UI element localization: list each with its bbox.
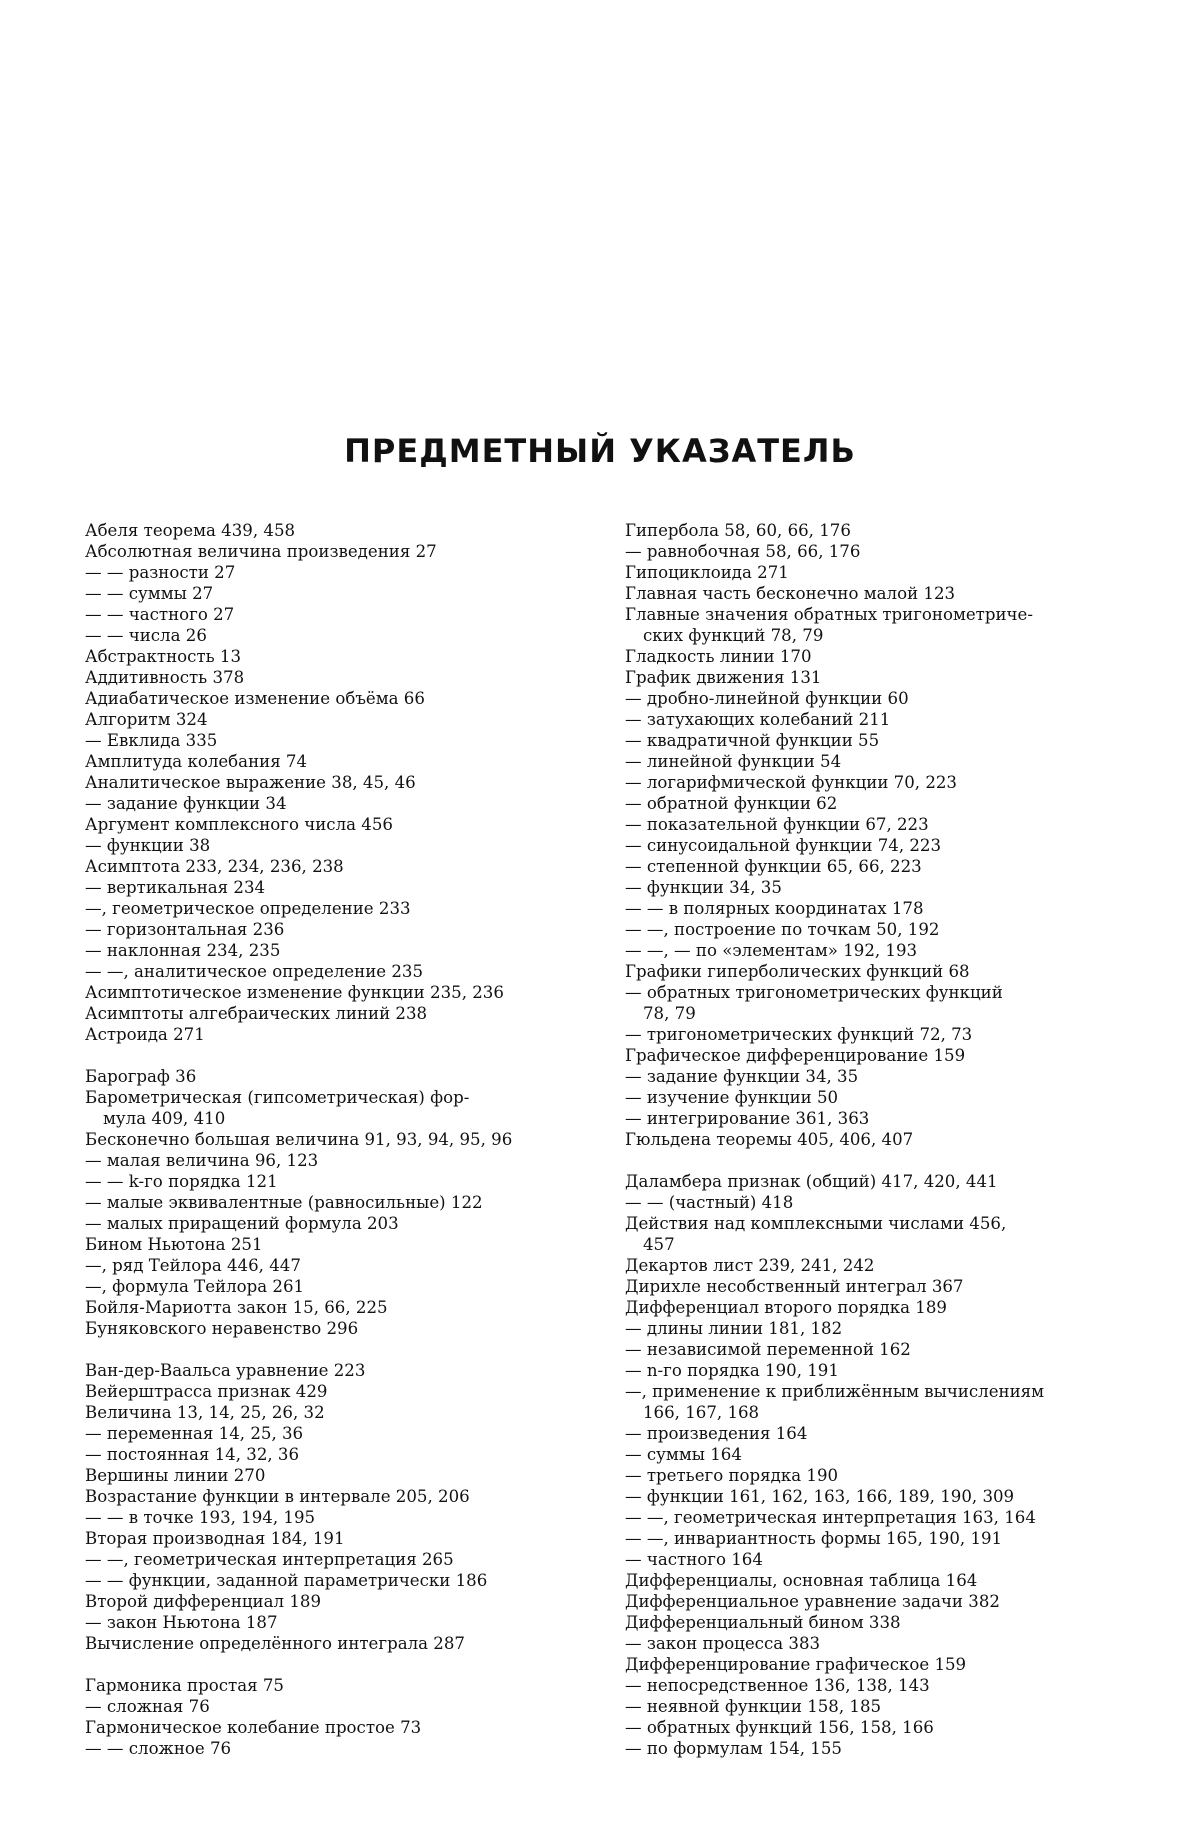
index-entry: — показательной функции 67, 223 <box>625 815 929 834</box>
index-entry: Амплитуда колебания 74 <box>85 752 308 771</box>
index-entry: — Евклида 335 <box>85 731 218 750</box>
index-entry: — квадратичной функции 55 <box>625 731 880 750</box>
index-entry: — затухающих колебаний 211 <box>625 710 891 729</box>
index-entry: — малые эквивалентные (равносильные) 122 <box>85 1193 483 1212</box>
index-entry: Гармоника простая 75 <box>85 1676 284 1695</box>
index-entry: — малых приращений формула 203 <box>85 1214 399 1233</box>
index-entry: Декартов лист 239, 241, 242 <box>625 1256 875 1275</box>
section-gap <box>85 1654 600 1675</box>
index-entry: — синусоидальной функции 74, 223 <box>625 836 942 855</box>
index-entry: Астроида 271 <box>85 1025 205 1044</box>
index-entry: — — числа 26 <box>85 626 207 645</box>
index-entry: — —, геометрическая интерпретация 265 <box>85 1550 454 1569</box>
index-entry: Абстрактность 13 <box>85 647 242 666</box>
index-entry: Величина 13, 14, 25, 26, 32 <box>85 1403 325 1422</box>
index-entry: — линейной функции 54 <box>625 752 842 771</box>
index-entry: Бойля-Мариотта закон 15, 66, 225 <box>85 1298 388 1317</box>
index-entry: — функции 38 <box>85 836 211 855</box>
index-entry: — —, — по «элементам» 192, 193 <box>625 941 918 960</box>
index-entry: Дифференциалы, основная таблица 164 <box>625 1571 978 1590</box>
index-entry: Абсолютная величина произведения 27 <box>85 542 437 561</box>
index-entry: Абеля теорема 439, 458 <box>85 521 296 540</box>
index-entry: Адиабатическое изменение объёма 66 <box>85 689 425 708</box>
index-entry: Дирихле несобственный интеграл 367 <box>625 1277 964 1296</box>
index-entry: — функции 34, 35 <box>625 878 782 897</box>
index-entry: — дробно-линейной функции 60 <box>625 689 909 708</box>
index-entry: — интегрирование 361, 363 <box>625 1109 870 1128</box>
index-entry-continuation: ских функций 78, 79 <box>643 626 824 645</box>
index-entry: Возрастание функции в интервале 205, 206 <box>85 1487 470 1506</box>
index-entry: Вторая производная 184, 191 <box>85 1529 345 1548</box>
index-entry: — наклонная 234, 235 <box>85 941 281 960</box>
section-gap <box>85 1339 600 1360</box>
index-entry: — обратной функции 62 <box>625 794 838 813</box>
index-entry: Асимптота 233, 234, 236, 238 <box>85 857 344 876</box>
index-entry: Действия над комплексными числами 456, <box>625 1214 1007 1233</box>
index-entry: — обратных функций 156, 158, 166 <box>625 1718 934 1737</box>
index-entry: — изучение функции 50 <box>625 1088 839 1107</box>
index-entry: — логарифмической функции 70, 223 <box>625 773 957 792</box>
index-entry: Дифференциальное уравнение задачи 382 <box>625 1592 1000 1611</box>
index-entry: — — в полярных координатах 178 <box>625 899 924 918</box>
index-entry: — закон Ньютона 187 <box>85 1613 278 1632</box>
index-entry: — малая величина 96, 123 <box>85 1151 319 1170</box>
index-entry: Главные значения обратных тригонометриче- <box>625 605 1033 624</box>
index-entry: — непосредственное 136, 138, 143 <box>625 1676 930 1695</box>
index-entry: Второй дифференциал 189 <box>85 1592 321 1611</box>
index-entry: — обратных тригонометрических функций <box>625 983 1003 1002</box>
index-entry: — третьего порядка 190 <box>625 1466 839 1485</box>
index-entry: — —, аналитическое определение 235 <box>85 962 424 981</box>
index-entry: —, ряд Тейлора 446, 447 <box>85 1256 301 1275</box>
index-entry: Барограф 36 <box>85 1067 197 1086</box>
index-entry: Гюльдена теоремы 405, 406, 407 <box>625 1130 914 1149</box>
index-entry: — переменная 14, 25, 36 <box>85 1424 304 1443</box>
index-entry: — n-го порядка 190, 191 <box>625 1361 839 1380</box>
index-entry: — — частного 27 <box>85 605 235 624</box>
index-entry: Бесконечно большая величина 91, 93, 94, 95, 96 <box>85 1130 513 1149</box>
index-entry: —, геометрическое определение 233 <box>85 899 411 918</box>
index-entry: График движения 131 <box>625 668 822 687</box>
index-entry: — — k-го порядка 121 <box>85 1172 278 1191</box>
index-entry: Дифференциальный бином 338 <box>625 1613 901 1632</box>
index-entry: — суммы 164 <box>625 1445 742 1464</box>
index-entry: Вейерштрасса признак 429 <box>85 1382 328 1401</box>
index-entry-continuation: мула 409, 410 <box>103 1109 226 1128</box>
index-entry: — — сложное 76 <box>85 1739 232 1758</box>
index-entry: — задание функции 34 <box>85 794 287 813</box>
index-entry: Гипоциклоида 271 <box>625 563 789 582</box>
index-entry: — — разности 27 <box>85 563 236 582</box>
index-entry: —, применение к приближённым вычислениям <box>625 1382 1045 1401</box>
index-entry: Графическое дифференцирование 159 <box>625 1046 966 1065</box>
index-column-left <box>85 520 600 1759</box>
index-entry: Графики гиперболических функций 68 <box>625 962 970 981</box>
index-entry: Дифференцирование графическое 159 <box>625 1655 967 1674</box>
index-entry: — — функции, заданной параметрически 186 <box>85 1571 488 1590</box>
index-entry: — горизонтальная 236 <box>85 920 285 939</box>
index-entry: Асимптоты алгебраических линий 238 <box>85 1004 428 1023</box>
index-entry: Буняковского неравенство 296 <box>85 1319 359 1338</box>
index-entry: — независимой переменной 162 <box>625 1340 911 1359</box>
index-entry: Бином Ньютона 251 <box>85 1235 263 1254</box>
index-entry-continuation: 78, 79 <box>643 1004 696 1023</box>
index-entry: Главная часть бесконечно малой 123 <box>625 584 956 603</box>
index-entry: Даламбера признак (общий) 417, 420, 441 <box>625 1172 998 1191</box>
index-entry: Аргумент комплексного числа 456 <box>85 815 393 834</box>
index-entry: — вертикальная 234 <box>85 878 266 897</box>
index-entry: Дифференциал второго порядка 189 <box>625 1298 947 1317</box>
index-entry: — степенной функции 65, 66, 223 <box>625 857 922 876</box>
index-entry: Барометрическая (гипсометрическая) фор- <box>85 1088 470 1107</box>
section-gap <box>85 1045 600 1066</box>
section-gap <box>625 1150 1130 1171</box>
index-column-right <box>625 520 1130 1759</box>
index-entry: — неявной функции 158, 185 <box>625 1697 882 1716</box>
index-entry-continuation: 166, 167, 168 <box>643 1403 760 1422</box>
index-entry: Гармоническое колебание простое 73 <box>85 1718 422 1737</box>
index-entry: — — в точке 193, 194, 195 <box>85 1508 316 1527</box>
index-entry: —, формула Тейлора 261 <box>85 1277 305 1296</box>
index-entry: — функции 161, 162, 163, 166, 189, 190, 309 <box>625 1487 1015 1506</box>
index-entry: Вершины линии 270 <box>85 1466 266 1485</box>
index-entry: — —, геометрическая интерпретация 163, 164 <box>625 1508 1036 1527</box>
index-entry: — произведения 164 <box>625 1424 808 1443</box>
index-entry: Асимптотическое изменение функции 235, 236 <box>85 983 504 1002</box>
index-entry: — постоянная 14, 32, 36 <box>85 1445 300 1464</box>
index-entry: — частного 164 <box>625 1550 763 1569</box>
page-title: ПРЕДМЕТНЫЙ УКАЗАТЕЛЬ <box>344 432 856 470</box>
index-entry: — равнобочная 58, 66, 176 <box>625 542 861 561</box>
index-entry: — — суммы 27 <box>85 584 214 603</box>
index-entry: Гладкость линии 170 <box>625 647 812 666</box>
index-entry: — сложная 76 <box>85 1697 210 1716</box>
index-entry: Аналитическое выражение 38, 45, 46 <box>85 773 416 792</box>
index-entry: — —, инвариантность формы 165, 190, 191 <box>625 1529 1003 1548</box>
index-entry: Вычисление определённого интеграла 287 <box>85 1634 465 1653</box>
index-entry: Алгоритм 324 <box>85 710 208 729</box>
index-entry: Гипербола 58, 60, 66, 176 <box>625 521 851 540</box>
index-entry: — закон процесса 383 <box>625 1634 821 1653</box>
index-entry-continuation: 457 <box>643 1235 675 1254</box>
index-entry: Аддитивность 378 <box>85 668 245 687</box>
index-entry: — —, построение по точкам 50, 192 <box>625 920 940 939</box>
index-entry: Ван-дер-Ваальса уравнение 223 <box>85 1361 366 1380</box>
index-entry: — по формулам 154, 155 <box>625 1739 842 1758</box>
index-entry: — — (частный) 418 <box>625 1193 794 1212</box>
index-entry: — задание функции 34, 35 <box>625 1067 859 1086</box>
index-entry: — длины линии 181, 182 <box>625 1319 843 1338</box>
index-entry: — тригонометрических функций 72, 73 <box>625 1025 973 1044</box>
